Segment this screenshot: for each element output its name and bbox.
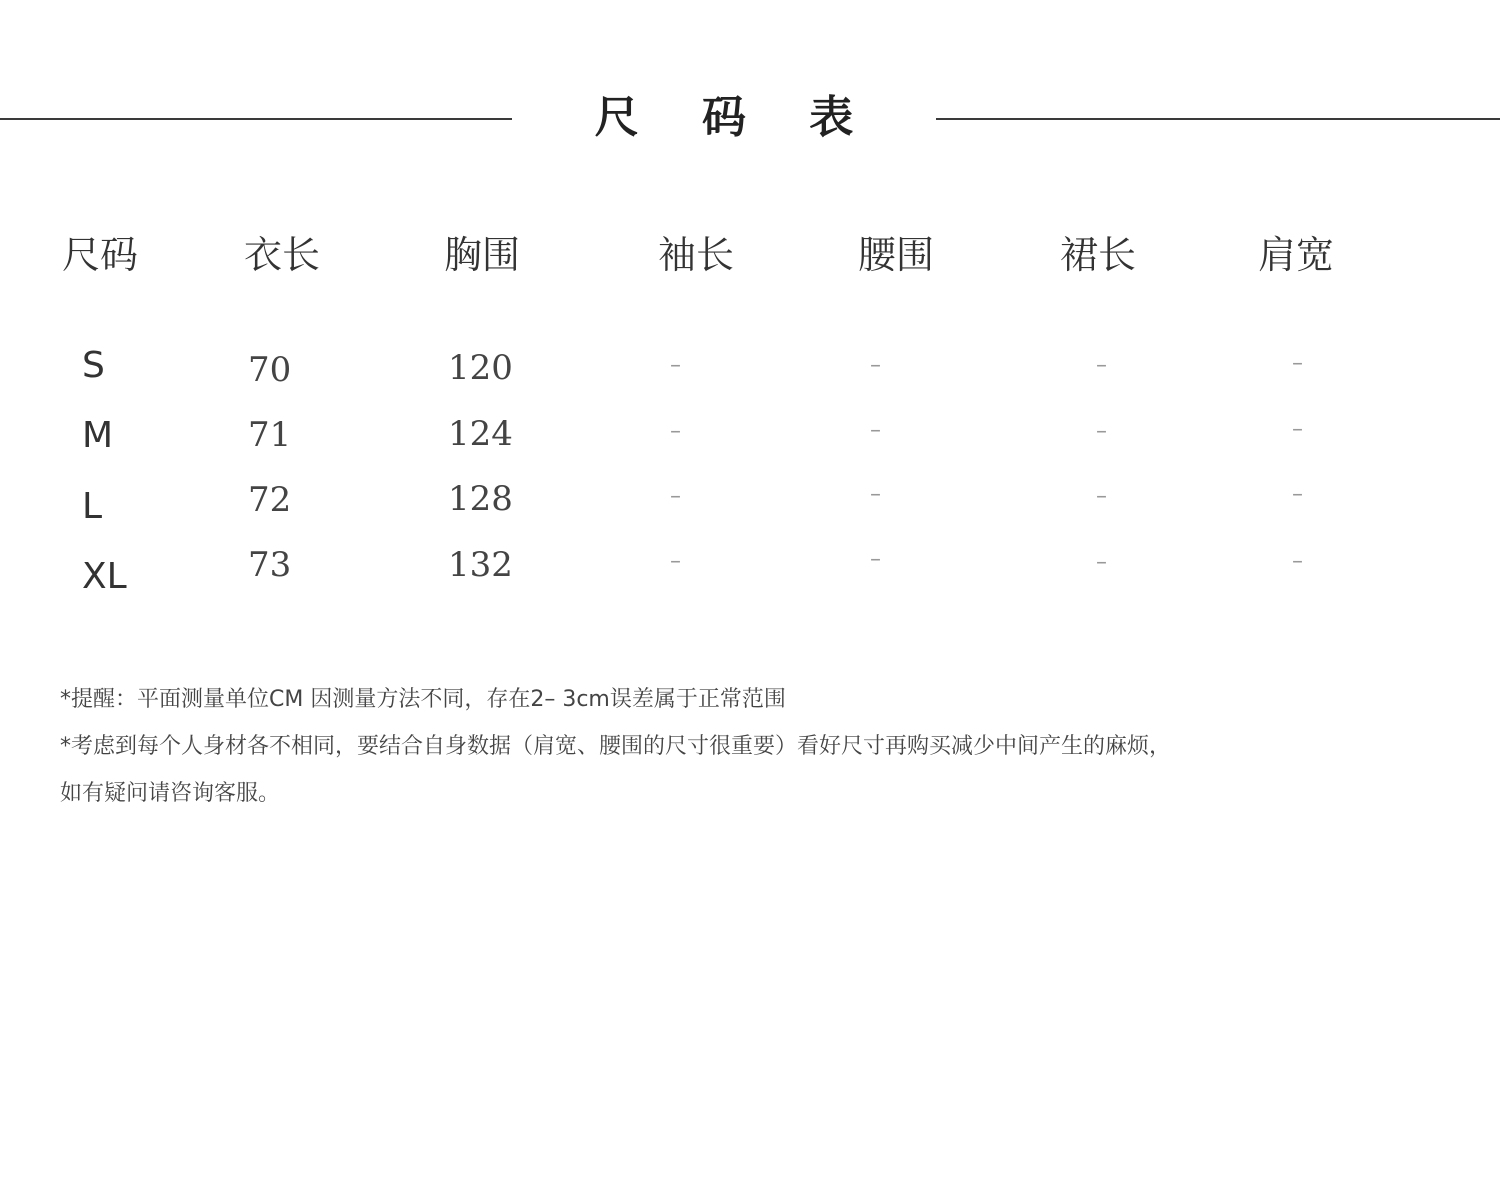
note-contact: 如有疑问请咨询客服。 bbox=[60, 781, 281, 806]
cell-size: L bbox=[82, 486, 103, 527]
page-title: 尺 码 表 bbox=[594, 92, 878, 143]
header-skirt: 裙长 bbox=[1060, 233, 1137, 277]
cell-length: 73 bbox=[248, 545, 292, 585]
cell-shoulder: – bbox=[1292, 549, 1303, 574]
cell-chest: 120 bbox=[448, 348, 513, 388]
title-rule-right bbox=[936, 118, 1500, 120]
header-shoulder: 肩宽 bbox=[1258, 233, 1335, 277]
cell-chest: 124 bbox=[448, 414, 513, 454]
header-size: 尺码 bbox=[62, 233, 139, 277]
cell-size: M bbox=[82, 415, 114, 456]
cell-size: S bbox=[82, 345, 105, 386]
notes bbox=[60, 676, 1440, 817]
cell-sleeve: – bbox=[670, 549, 681, 574]
note-advice: *考虑到每个人身材各不相同，要结合自身数据（肩宽、腰围的尺寸很重要）看好尺寸再购买减少中间产生的麻烦， bbox=[60, 734, 1172, 759]
cell-skirt: – bbox=[1096, 419, 1107, 444]
cell-shoulder: – bbox=[1292, 482, 1303, 507]
cell-length: 71 bbox=[248, 415, 292, 455]
cell-sleeve: – bbox=[670, 484, 681, 509]
cell-waist: – bbox=[870, 547, 881, 572]
header-chest: 胸围 bbox=[444, 233, 521, 277]
cell-length: 70 bbox=[248, 350, 292, 390]
cell-shoulder: – bbox=[1292, 417, 1303, 442]
cell-shoulder: – bbox=[1292, 351, 1303, 376]
cell-sleeve: – bbox=[670, 353, 681, 378]
cell-skirt: – bbox=[1096, 550, 1107, 575]
cell-sleeve: – bbox=[670, 419, 681, 444]
title-rule-left bbox=[0, 118, 512, 120]
cell-waist: – bbox=[870, 482, 881, 507]
cell-waist: – bbox=[870, 418, 881, 443]
cell-skirt: – bbox=[1096, 353, 1107, 378]
cell-waist: – bbox=[870, 353, 881, 378]
header-length: 衣长 bbox=[244, 233, 321, 277]
cell-chest: 128 bbox=[448, 479, 513, 519]
cell-length: 72 bbox=[248, 480, 292, 520]
cell-skirt: – bbox=[1096, 484, 1107, 509]
header-sleeve: 袖长 bbox=[658, 233, 735, 277]
header-waist: 腰围 bbox=[858, 233, 935, 277]
cell-size: XL bbox=[82, 556, 127, 597]
note-measurement: *提醒：平面测量单位CM 因测量方法不同，存在2– 3cm误差属于正常范围 bbox=[60, 687, 786, 712]
cell-chest: 132 bbox=[448, 545, 513, 585]
